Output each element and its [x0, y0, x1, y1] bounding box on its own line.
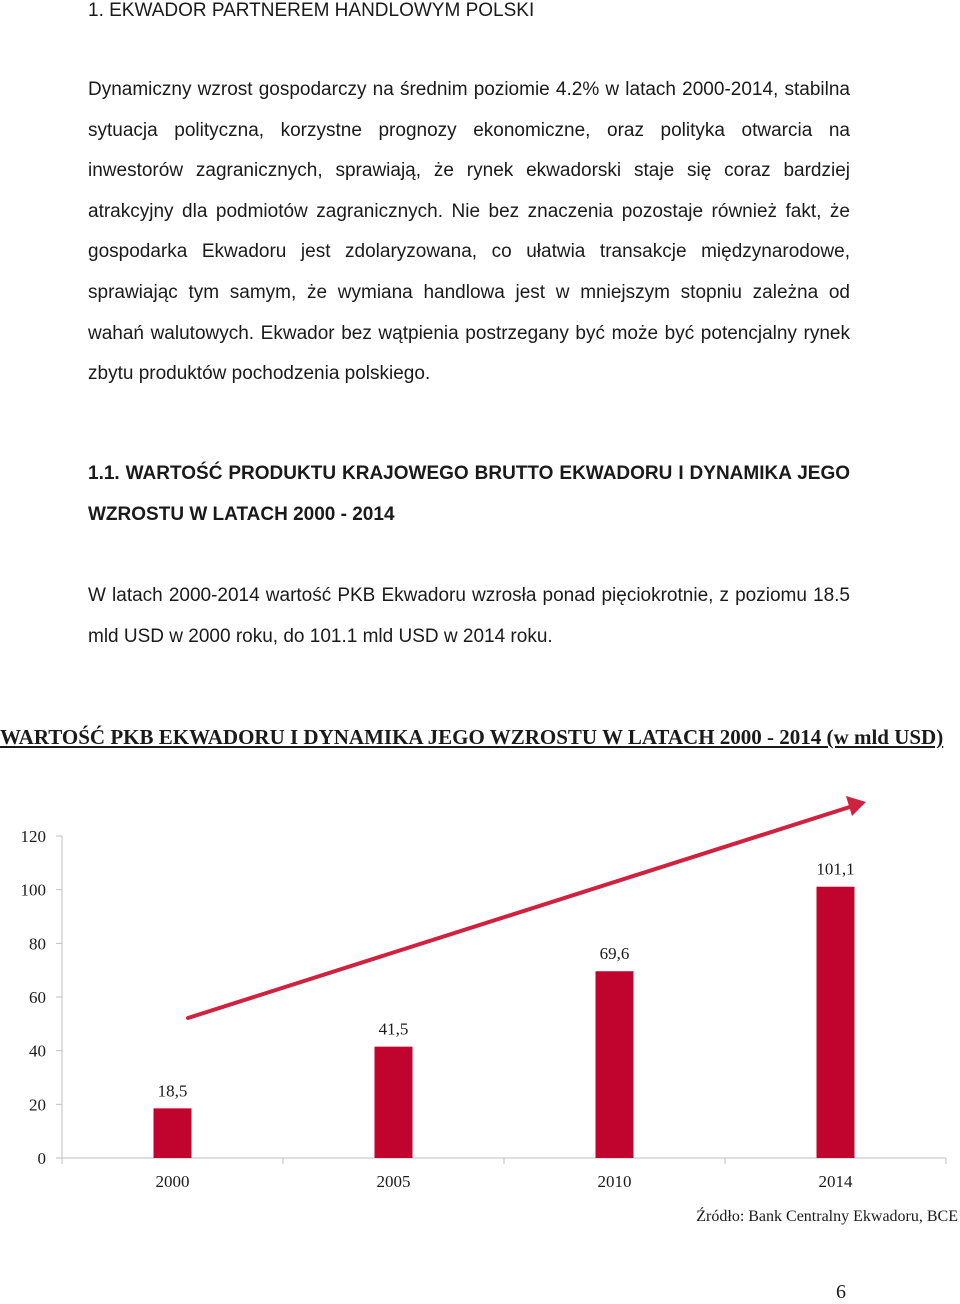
gdp-bar-chart — [0, 780, 960, 1200]
y-tick-label: 20 — [29, 1095, 46, 1115]
chart-title: WARTOŚĆ PKB EKWADORU I DYNAMIKA JEGO WZROSTU W LATACH 2000 - 2014 (w mld USD) — [0, 725, 944, 749]
bar-2010 — [596, 971, 634, 1158]
y-tick-label: 40 — [29, 1041, 46, 1061]
data-label-2014: 101,1 — [816, 859, 855, 879]
y-tick-label: 120 — [20, 827, 46, 846]
bar-2005 — [375, 1047, 413, 1158]
data-label-2010: 69,6 — [599, 944, 630, 964]
bar-2000 — [154, 1108, 192, 1158]
y-tick-label: 100 — [20, 880, 46, 900]
x-tick-label-2010: 2010 — [597, 1172, 632, 1191]
y-tick-label: 60 — [29, 988, 46, 1007]
x-tick-label-2005: 2005 — [376, 1172, 411, 1191]
page-number: 6 — [836, 1281, 846, 1303]
y-tick-label: 80 — [29, 934, 46, 954]
x-tick-label-2014: 2014 — [818, 1172, 853, 1191]
trend-arrow-head — [846, 796, 866, 816]
intro-paragraph: Dynamiczny wzrost gospodarczy na średnim poziomie 4.2% w latach 2000-2014, stabilna sytuacja polityczna, korzystne prognozy ekonomiczne, oraz polityka otwarcia na inwestorów zagranicznych, sprawiają, że rynek ekwadorski staje się coraz bardziej atrakcyjny dla podmiotów zagranicznych. Nie bez znaczenia pozostaje również fakt, że gospodarka Ekwadoru jest zdolaryzowana, co ułatwia transakcje międzynarodowe, sprawiając tym samym, że wymiana handlowa jest w mniejszym stopniu zależna od wahań walutowych. Ekwador bez wątpienia postrzegany być może być potencjalny rynek zbytu produktów pochodzenia polskiego. — [88, 79, 850, 385]
data-label-2000: 18,5 — [157, 1081, 188, 1101]
x-tick-label-2000: 2000 — [155, 1172, 190, 1191]
data-label-2005: 41,5 — [378, 1019, 409, 1039]
subsection-title: 1.1. WARTOŚĆ PRODUKTU KRAJOWEGO BRUTTO EKWADORU I DYNAMIKA JEGO WZROSTU W LATACH 2000 - 2014 — [88, 463, 850, 525]
y-tick-label: 0 — [37, 1149, 46, 1168]
trend-arrow-line — [188, 805, 856, 1018]
subsection-paragraph: W latach 2000-2014 wartość PKB Ekwadoru wzrosła ponad pięciokrotnie, z poziomu 18.5 mld USD w 2000 roku, do 101.1 mld USD w 2014 roku. — [88, 585, 850, 647]
section-title: 1. EKWADOR PARTNEREM HANDLOWYM POLSKI — [88, 0, 535, 21]
source-note: Źródło: Bank Centralny Ekwadoru, BCE — [696, 1208, 958, 1225]
bar-2014 — [817, 887, 855, 1158]
